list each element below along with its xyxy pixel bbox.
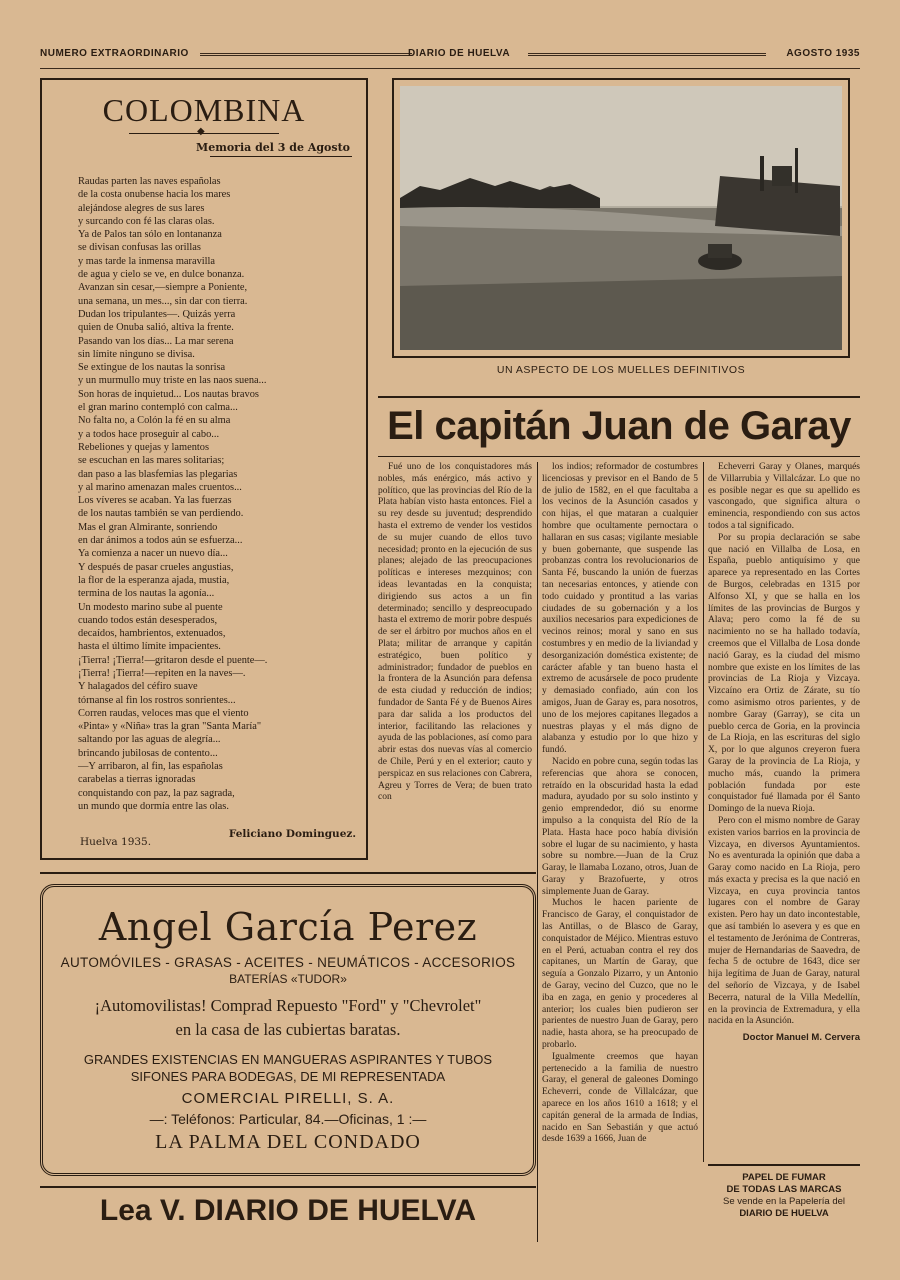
poem-author: Feliciano Dominguez. <box>228 828 356 840</box>
poem-line: una semana, un mes..., sin dar con tierra. <box>78 295 248 307</box>
poem-line: alejándose alegres de sus lares <box>78 202 205 214</box>
poem-line: Dudan los tripulantes—. Quizás yerra <box>78 308 236 320</box>
article-paragraph: Igualmente creemos que hayan pertenecido a la familia de nuestro Garay, el general de galeones Domingo Echeverri, conde de Villalcázar, que aparece en los años 1610 a 1618; y el capitán general de la armada de Indias, nacido en San Sebastián y que actuó desde 1639 a 1666, Juan de <box>542 1051 698 1145</box>
poem-line: cuando todos están desesperados, <box>78 614 218 626</box>
header-date: AGOSTO 1935 <box>786 48 860 59</box>
poem-line: el gran marino contempló con calma... <box>78 402 238 414</box>
poem-place-date: Huelva 1935. <box>80 836 152 848</box>
poem-line: se divisan confusas las orillas <box>78 242 201 254</box>
photo-frame <box>392 78 850 358</box>
poem-box <box>40 78 368 860</box>
article-paragraph: Pero con el mismo nombre de Garay existen varios barrios en la provincia de Vizcaya, en diversos Ayuntamientos. No es aventurada la opinión que daba a Garay como nacido en La Rioja, pero más exacta y precisa es la que nació en Vizcaya, en cuya provincia tantos lugares con el nombre de Garay existen. Pero hay un dato incontestable, que así también lo asevera y es que en el testamento de Jerónima de Contreras, mujer de Hernandarias de Saavedra, de fecha 5 de octubre de 1643, dice ser hija legítima de Juan de Garay, natural del señorío de Vizcaya, y de Isabel Becerra, natural de la Villa Medellín, en la provincia de Extremadura, y ella nacida en la Asunción. <box>708 815 860 1027</box>
article-column-2 <box>542 462 698 1242</box>
ad-company: COMERCIAL PIRELLI, S. A. <box>181 1090 395 1107</box>
poem-subtitle: Memoria del 3 de Agosto <box>196 141 350 154</box>
small-ad-line-2: DE TODAS LAS MARCAS <box>726 1184 842 1195</box>
poem-line: y al marino amenazan males cruentos... <box>78 481 242 493</box>
harbor-illustration <box>400 86 842 350</box>
poem-line: hasta el último límite impacientes. <box>78 641 221 653</box>
article-paragraph: los indios; reformador de costumbres licenciosas y previsor en el Bando de 5 de julio de 1582, en el que facultaba a los vecinos de la Asunción casados y con hijas, el que mataran a cualquier hombre que ocultamente pernoctara o hallaran en sus casas; vigilante mesiable y buen gobernante, que suspende las probanzas contra los revolucionarios de Santa Fé, buscando la unión de fuerzas tan necesarias entonces, y atiende con todo cuidado y prontitud a las varias ciudades de su gobernación y a los auxilios necesarios para expediciones de vecinos reinos; moral y sano en sus costumbres y en medio de la liviandad y desorganización doméstica existente; de carácter afable y tan bueno hasta el extremo de acusársele de poco prudente y demasiado confiado, aún con los amigos, Juan de Garay es, para nosotros, uno de los mejores capitanes llegados a nuestras playas y el más digno de alabanza y estudio por lo que hizo y fundó. <box>542 462 698 756</box>
poem-line: ¡Tierra! ¡Tierra!—gritaron desde el puente—. <box>78 654 268 666</box>
article-paragraph: Fué uno de los conquistadores más nobles, más enérgico, más activo y político, que las provincias del Río de la Plata habían visto hasta entonces. Fiel a su rey desde su juventud; desprendido hasta el extremo de vender los vestidos de su mujer cuando de ellos tuvo necesidad; pronto en la ejecución de sus planes; alejado de las preocupaciones políticas e intereses mezquinos; con ideas levantadas en la conquista; dirigiendo sus actos a un fin determinado; sencillo y despreocupado hasta el extremo de morir pobre después de ser el árbitro por muchos años en el Plata; militar de arranque y capitán estratégico, buen político y administrador; fundador de pueblos en la frontera de la Asunción para defensa de esta ciudad y reducción de indios; fundador de Santa Fé y de Buenos Aires para dar salida a los productos del interior, facilitando las relaciones y ayuda de las poblaciones, así como para abrir estas dos nuevas vías al comercio de Chile, Perú y en el exterior; cauto y perspicaz en sus relaciones con Cabrera, Agreu y Torres de Vera; de buen trato con <box>378 462 532 803</box>
poem-line: en dar ánimos a todos aún se esfuerza... <box>78 535 243 547</box>
poem-body <box>78 175 358 813</box>
poem-line: conquistando con paz, la paz sagrada, <box>78 787 235 799</box>
column-divider-2 <box>703 462 704 1162</box>
small-ad-line-4: DIARIO DE HUELVA <box>739 1208 829 1219</box>
header-rule-left <box>200 53 412 56</box>
poem-line: Corren raudas, veloces mas que el viento <box>78 707 249 719</box>
poem-line: Los víveres se acaban. Ya las fuerzas <box>78 495 232 507</box>
poem-line: Pasando van los días... La mar serena <box>78 335 234 347</box>
poem-line: Ya comienza a nacer un nuevo día... <box>78 548 228 560</box>
small-ad-line-1: PAPEL DE FUMAR <box>742 1172 826 1183</box>
poem-line: quien de Onuba salió, altiva la frente. <box>78 322 234 334</box>
article-column-3-text <box>708 462 860 1028</box>
ad-phones: —: Teléfonos: Particular, 84.—Oficinas, 1 :— <box>149 1111 427 1127</box>
article-paragraph: Echeverri Garay y Olanes, marqués de Villarrubia y Villalcázar. Lo que no es posible negar es que su apellido es vascongado, que significa altura o eminencia, respondiendo con sus actos todos a tal significado. <box>708 462 860 531</box>
poem-line: Mas el gran Almirante, sonriendo <box>78 521 218 533</box>
poem-line: brincando jubilosas de contento... <box>78 747 218 759</box>
poem-line: Y halagados del céfiro suave <box>78 681 198 693</box>
ad-stock: GRANDES EXISTENCIAS EN MANGUERAS ASPIRANTES Y TUBOS <box>83 1052 493 1067</box>
poem-ornament <box>129 131 279 137</box>
poem-line: Rebeliones y quejas y lamentos <box>78 441 210 453</box>
ad-siphons: SIFONES PARA BODEGAS, DE MI REPRESENTADA <box>130 1069 446 1084</box>
ad-location: LA PALMA DEL CONDADO <box>155 1131 421 1153</box>
small-ad-rule <box>708 1164 860 1166</box>
poem-line: dan paso a las blasfemias las plegarias <box>78 468 238 480</box>
ad-slogan: ¡Automovilistas! Comprad Repuesto "Ford" y "Chevrolet" <box>94 996 482 1015</box>
promo-top-rule <box>40 1186 536 1188</box>
ad-products: AUTOMÓVILES - GRASAS - ACEITES - NEUMÁTICOS - ACCESORIOS <box>60 955 516 970</box>
article-headline: El capitán Juan de Garay <box>387 404 851 448</box>
poem-line: la flor de la esperanza ajada, mustia, <box>78 574 230 586</box>
poem-line: Raudas parten las naves españolas <box>78 176 221 187</box>
ad-batteries: BATERÍAS «TUDOR» <box>229 972 347 986</box>
poem-line: y a todos hace proseguir al cabo... <box>78 428 220 440</box>
poem-line: ¡Tierra! ¡Tierra!—repiten en la naves—. <box>78 667 246 679</box>
article-signature: Doctor Manuel M. Cervera <box>742 1032 860 1044</box>
header-masthead: DIARIO DE HUELVA <box>408 48 511 59</box>
poem-line: se escuchan en las mares solitarias; <box>78 455 225 467</box>
poem-line: sin límite ninguno se divisa. <box>78 348 195 360</box>
poem-line: Ya de Palos tan sólo en lontananza <box>78 229 222 241</box>
small-ad-line-3: Se vende en la Papelería del <box>722 1196 845 1207</box>
article-paragraph: Por su propia declaración se sabe que nació en Villalba de Losa, en España, pueblo antiquísimo y que aparece ya representado en las Cortes de Burgos, celebradas en 1315 por Alfonso XI, y que se halla en los límites de las provincias de Burgos y Alava; pero como la fé de su nacimiento no se ha hallado todavía, creemos que el Villalba de Losa donde nació Garay, es la ciudad del mismo nombre que existe en los límites de las provincias de La Rioja y Vizcaya. Vizcaíno era Ortiz de Zárate, su tío como asimismo otros parientes, y de nombre Garay (Garray), se cita un pueblo cerca de Goria, en la provincia de La Rioja, en las escrituras del siglo X, por lo que algunos creyeron fuera Garay de la provincia de La Rioja, y mucho más, cuando la primera población fundada por este conquistador fué llamada por él Santo Domingo de la nueva Rioja. <box>708 532 860 815</box>
poem-line: Avanzan sin cesar,—siempre a Poniente, <box>78 282 248 294</box>
article-column-3 <box>708 462 860 1152</box>
poem-line: Se extingue de los nautas la sonrisa <box>78 362 226 374</box>
poem-line: y un murmullo muy triste en las naos suena... <box>78 375 267 387</box>
article-headline-rule <box>378 456 860 457</box>
poem-line: saltando por las aguas de alegría... <box>78 734 221 746</box>
poem-line: decaídos, hambrientos, extenuados, <box>78 628 226 640</box>
poem-line: Un modesto marino sube al puente <box>78 601 223 613</box>
poem-line: Son horas de inquietud... Los nautas bravos <box>78 388 259 400</box>
poem-line: —Y arribaron, al fin, las españolas <box>78 761 223 773</box>
poem-line: y mas tarde la inmensa maravilla <box>78 255 216 267</box>
header-divider <box>40 68 860 69</box>
poem-line: de los nautas también se van perdiendo. <box>78 508 244 520</box>
harbor-photo <box>400 86 842 350</box>
poem-line: «Pinta» y «Niña» tras la gran "Santa María" <box>78 721 262 733</box>
ad-top-rule <box>40 872 536 874</box>
poem-line: carabelas a tierras ignoradas <box>78 774 196 786</box>
poem-line: un mundo que dormía entre las olas. <box>78 800 229 812</box>
article-top-rule <box>378 396 860 398</box>
poem-line: Y después de pasar crueles angustias, <box>78 561 234 573</box>
poem-line: No falta no, a Colón la fé en su alma <box>78 415 231 427</box>
photo-caption: UN ASPECTO DE LOS MUELLES DEFINITIVOS <box>496 364 746 376</box>
promo-banner: Lea V. DIARIO DE HUELVA <box>99 1194 477 1227</box>
article-paragraph: Nacido en pobre cuna, según todas las referencias que ahora se conocen, retraído en la obscuridad hasta la edad madura, ayudado por su solo instinto y genio emprendedor, dió su enorme impulso a la conquista del Río de la Plata. Hasta hace poco había división sobre el lugar de su nacimiento, y hasta sobre su nombre.—Juan de la Cruz Garay, le llamaba Lozano, otros, Juan de Garay y Brazofuerte, y otros simplemente Juan de Garay. <box>542 756 698 897</box>
poem-title: COLOMBINA <box>102 92 306 128</box>
poem-line: de agua y cielo se ve, en dulce bonanza. <box>78 269 245 281</box>
header-edition: NUMERO EXTRAORDINARIO <box>40 48 189 59</box>
page-header <box>40 44 860 66</box>
poem-line: termina de los nautas la agonía... <box>78 588 215 600</box>
poem-subtitle-rule <box>210 156 352 157</box>
ad-slogan-2: en la casa de las cubiertas baratas. <box>175 1020 401 1039</box>
small-ad-papel <box>708 1172 860 1220</box>
poem-line: tórnanse al fin los rostros sonrientes... <box>78 694 236 706</box>
article-paragraph: Muchos le hacen pariente de Francisco de Garay, el conquistador de las Antillas, o de Blasco de Garay, conquistador de Méjico. Mientras estuvo en el Perú, actuaban contra el rey dos capitanes, un Martín de Garay, que seguía a Gonzalo Pizarro, y un Antonio de Garay, vecino del Cuzco, que no le iba en zaga, en genio y procederes al anterior; los cuales bien pudieron ser parientes de nuestro Juan de Garay, pero nadie, hasta ahora, se ha preocupado de probarlo. <box>542 898 698 1051</box>
poem-line: de la costa onubense hacia los mares <box>78 189 231 201</box>
poem-line: y surcando con fé las claras olas. <box>78 215 215 227</box>
advertisement-garcia-perez <box>40 884 536 1176</box>
ad-title: Angel García Perez <box>98 905 478 949</box>
header-rule-right <box>528 53 766 56</box>
column-divider-1 <box>537 462 538 1242</box>
